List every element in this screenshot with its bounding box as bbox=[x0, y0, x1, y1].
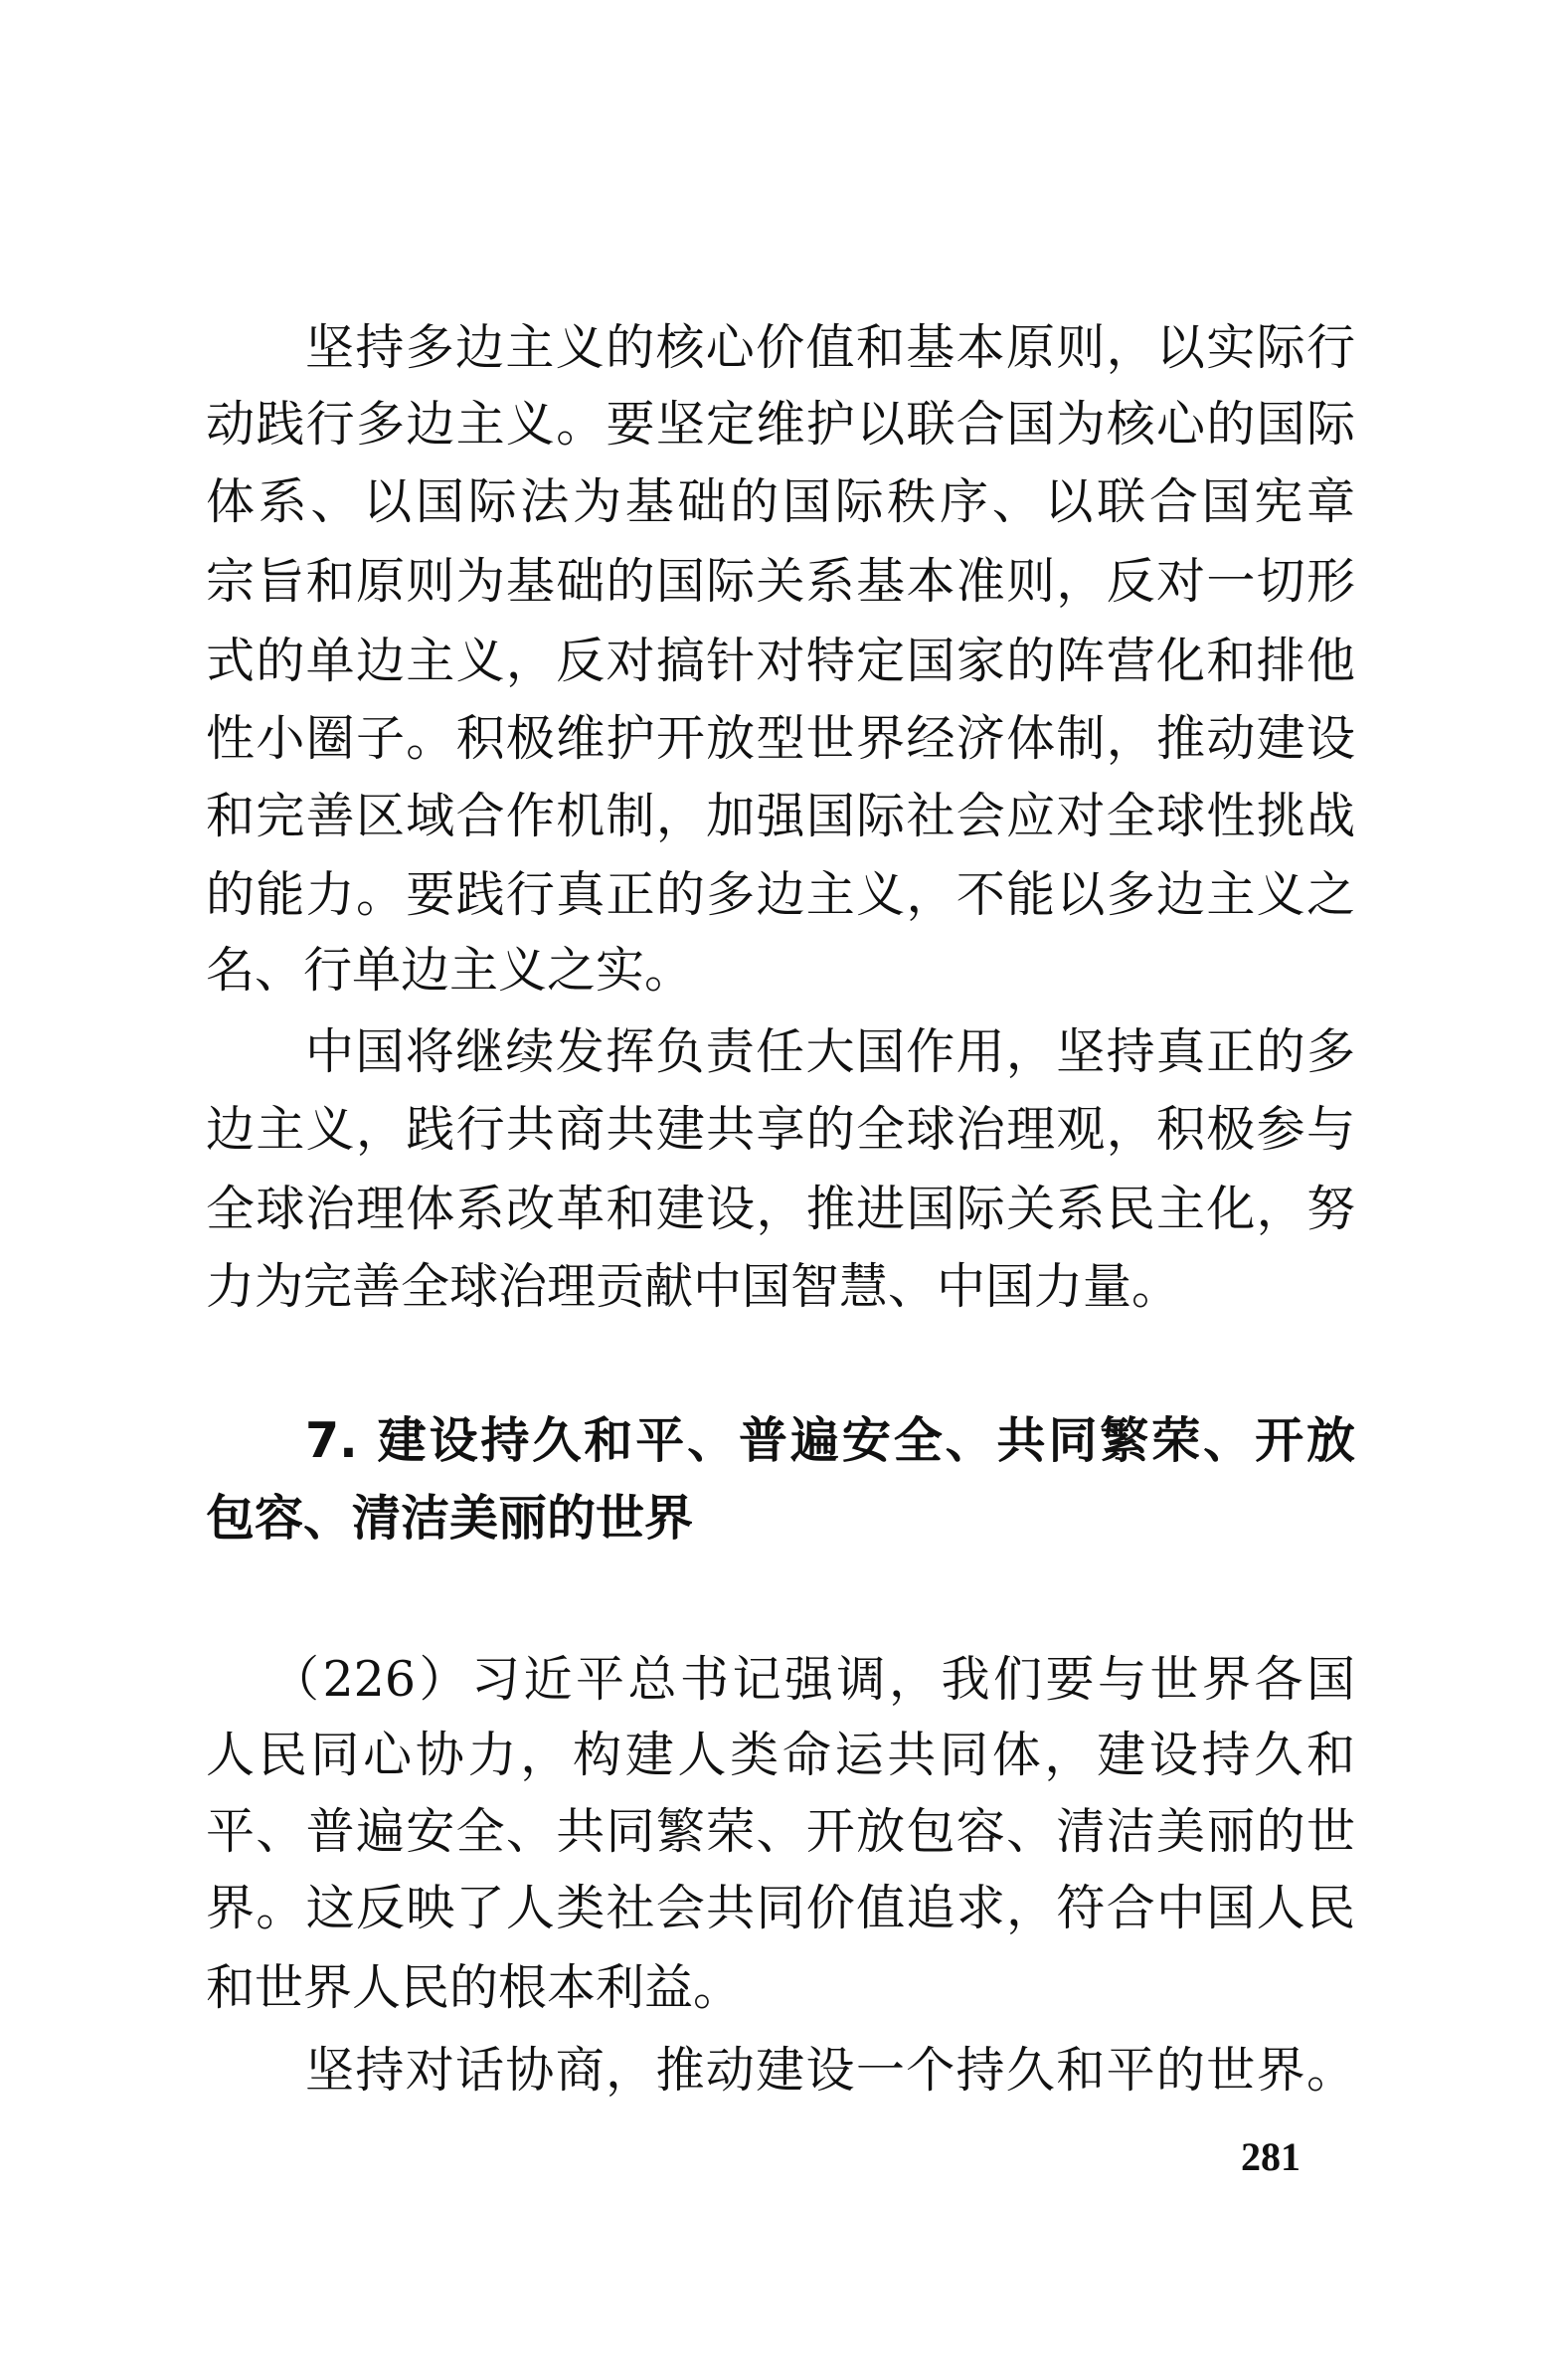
paragraph-line: 宗旨和原则为基础的国际关系基本准则，反对一切形 bbox=[206, 553, 1355, 610]
page-number: 281 bbox=[1241, 2134, 1301, 2179]
paragraph-line: 体系、以国际法为基础的国际秩序、以联合国宪章 bbox=[206, 473, 1355, 530]
paragraph-line: 名、行单边主义之实。 bbox=[206, 942, 694, 999]
paragraph-line: 性小圈子。积极维护开放型世界经济体制，推动建设 bbox=[206, 710, 1355, 767]
paragraph-line: 式的单边主义，反对搞针对特定国家的阵营化和排他 bbox=[206, 633, 1355, 689]
paragraph-line: （226）习近平总书记强调，我们要与世界各国 bbox=[270, 1651, 1355, 1708]
paragraph-line: 动践行多边主义。要坚定维护以联合国为核心的国际 bbox=[206, 396, 1355, 453]
paragraph-line: 力为完善全球治理贡献中国智慧、中国力量。 bbox=[206, 1258, 1181, 1315]
paragraph-line: 全球治理体系改革和建设，推进国际关系民主化，努 bbox=[206, 1181, 1355, 1237]
paragraph-line: 的能力。要践行真正的多边主义，不能以多边主义之 bbox=[206, 866, 1355, 923]
paragraph-line: 人民同心协力，构建人类命运共同体，建设持久和 bbox=[206, 1727, 1355, 1783]
section-heading-line: 7. 建设持久和平、普遍安全、共同繁荣、开放 bbox=[305, 1412, 1355, 1469]
section-heading-line: 包容、清洁美丽的世界 bbox=[206, 1490, 694, 1547]
paragraph-line: 平、普遍安全、共同繁荣、开放包容、清洁美丽的世 bbox=[206, 1803, 1355, 1860]
paragraph-line: 坚持多边主义的核心价值和基本原则，以实际行 bbox=[305, 319, 1355, 376]
paragraph-line: 中国将继续发挥负责任大国作用，坚持真正的多 bbox=[305, 1023, 1355, 1080]
paragraph-line: 坚持对话协商，推动建设一个持久和平的世界。 bbox=[305, 2042, 1355, 2099]
paragraph-line: 边主义，践行共商共建共享的全球治理观，积极参与 bbox=[206, 1101, 1355, 1158]
paragraph-line: 和世界人民的根本利益。 bbox=[206, 1959, 743, 2016]
paragraph-line: 和完善区域合作机制，加强国际社会应对全球性挑战 bbox=[206, 788, 1355, 844]
paragraph-line: 界。这反映了人类社会共同价值追求，符合中国人民 bbox=[206, 1880, 1355, 1936]
